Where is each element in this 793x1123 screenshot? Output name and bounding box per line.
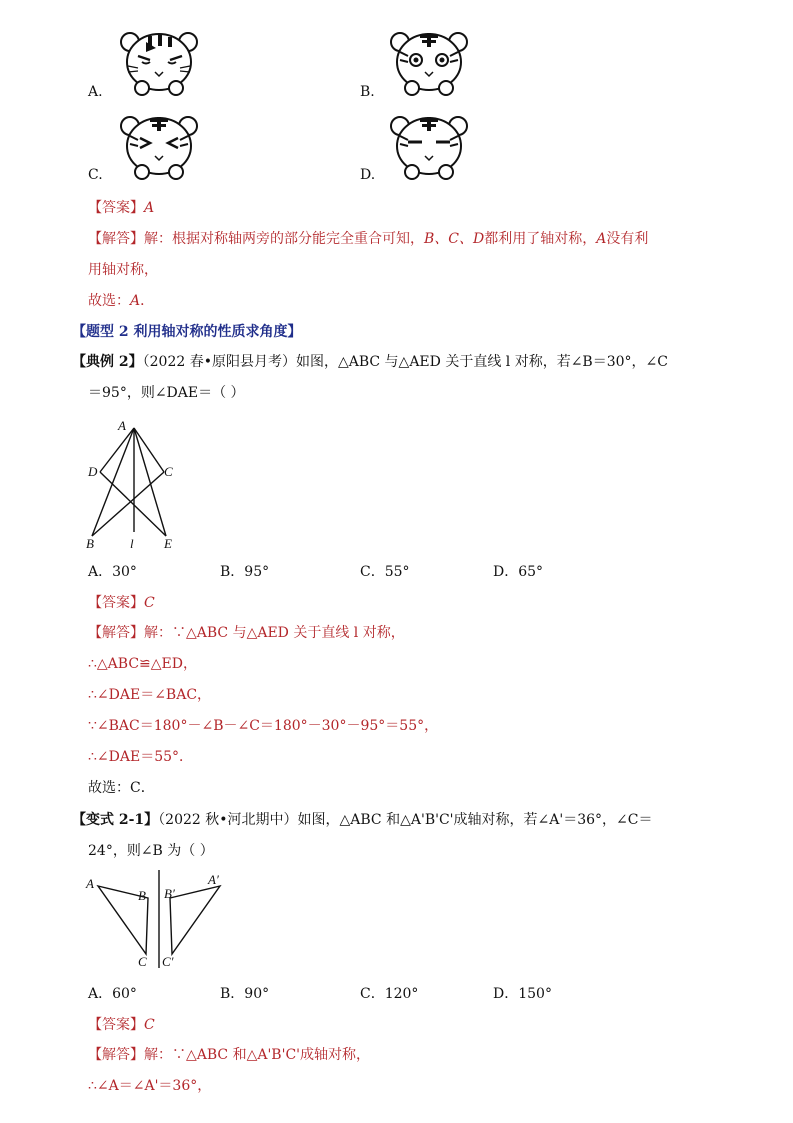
option-label-d: D. [360,167,376,183]
label-c-prime: C′ [162,954,174,969]
label-l: l [130,536,134,551]
ex2-line1 [72,351,668,371]
tiger-face-c-icon [118,112,200,180]
var21-line1 [72,809,652,829]
analysis-tag: 【解答】 [88,625,144,641]
answer-tag: 【答案】 [88,595,144,611]
ex2-question: △ABC 与△AED 关于直线 l 对称，若∠B＝30°，∠C [337,354,668,370]
label-c: C [138,954,147,969]
label-a: A [118,418,126,433]
choose-value: A [130,293,141,309]
var21-answer [88,1014,155,1034]
var21-option-d[interactable]: D．150° [493,986,552,1002]
var21-tag: 【变式 2-1】 [72,812,159,828]
tiger-face-b-icon [388,28,470,96]
analysis-tag: 【解答】 [88,1047,144,1063]
analysis-step: ∴∠DAE＝55°． [88,749,194,765]
var21-option-a[interactable]: A．60° [88,986,137,1002]
analysis-text: 都利用了轴对称， [484,231,597,247]
answer-value: C [144,1017,155,1033]
ex2-source: （2022 春•原阳县月考）如图， [142,354,338,370]
ex2-analysis-line1 [88,622,405,642]
ex2-line2: ＝95°，则∠DAE＝（ ） [88,385,245,401]
section-heading: 【题型 2 利用轴对称的性质求角度】 [72,324,302,340]
answer-value: C [144,595,155,611]
analysis-tag: 【解答】 [88,231,144,247]
ex2-option-d[interactable]: D．65° [493,564,544,580]
ex2-tag: 【典例 2】 [72,354,143,370]
choose-end: ． [140,293,155,309]
option-label-b: B. [360,84,375,100]
analysis-text: B、C、D [424,231,485,247]
label-c: C [164,464,173,479]
var21-figure [80,868,240,973]
analysis-lead: 解： [144,625,172,641]
option-label-a: A. [88,84,103,100]
label-e: E [164,536,172,551]
ex2-option-b[interactable]: B．95° [220,564,270,580]
label-b-prime: B′ [164,886,175,901]
ex2-option-c[interactable]: C．55° [360,564,410,580]
analysis-step: ∴△ABC≌△ED， [88,656,197,672]
ex2-answer [88,592,155,612]
analysis-lead: 解： [144,1047,172,1063]
answer-value: A [144,200,155,216]
var21-option-c[interactable]: C．120° [360,986,419,1002]
tiger-face-d-icon [388,112,470,180]
option-label-c: C. [88,167,103,183]
q1-analysis-line2: 用轴对称， [88,262,158,278]
label-d: D [88,464,98,479]
label-b: B [86,536,94,551]
var21-option-b[interactable]: B．90° [220,986,270,1002]
analysis-step: ∵△ABC 和△A'B'C'成轴对称， [172,1047,371,1063]
analysis-step: ∵△ABC 与△AED 关于直线 l 对称， [172,625,405,641]
ex2-figure [80,412,190,552]
ex2-option-a[interactable]: A．30° [88,564,137,580]
label-b: B [138,888,146,903]
var21-line2: 24°，则∠B 为（ ） [88,843,214,859]
analysis-text: 没有利 [606,231,649,247]
tiger-face-a-icon [118,28,200,96]
var21-question: （2022 秋•河北期中）如图，△ABC 和△A'B'C'成轴对称，若∠A'＝36°，∠C＝ [158,812,653,828]
q1-choose [88,290,154,310]
q1-answer [88,197,154,217]
answer-tag: 【答案】 [88,1017,144,1033]
var21-analysis-line1 [88,1044,370,1064]
analysis-step: ∴∠DAE＝∠BAC， [88,687,212,703]
analysis-text: 解：根据对称轴两旁的部分能完全重合可知， [144,231,424,247]
label-a: A [86,876,94,891]
ex2-choose: 故选：C． [88,780,155,796]
answer-tag: 【答案】 [88,200,144,216]
analysis-step: ∵∠BAC＝180°－∠B－∠C＝180°－30°－95°＝55°， [88,718,439,734]
analysis-text: A [596,231,607,247]
analysis-step: ∴∠A＝∠A'＝36°， [88,1078,212,1094]
q1-analysis-line1 [88,228,648,248]
choose-label: 故选： [88,293,130,309]
label-a-prime: A′ [208,872,219,887]
